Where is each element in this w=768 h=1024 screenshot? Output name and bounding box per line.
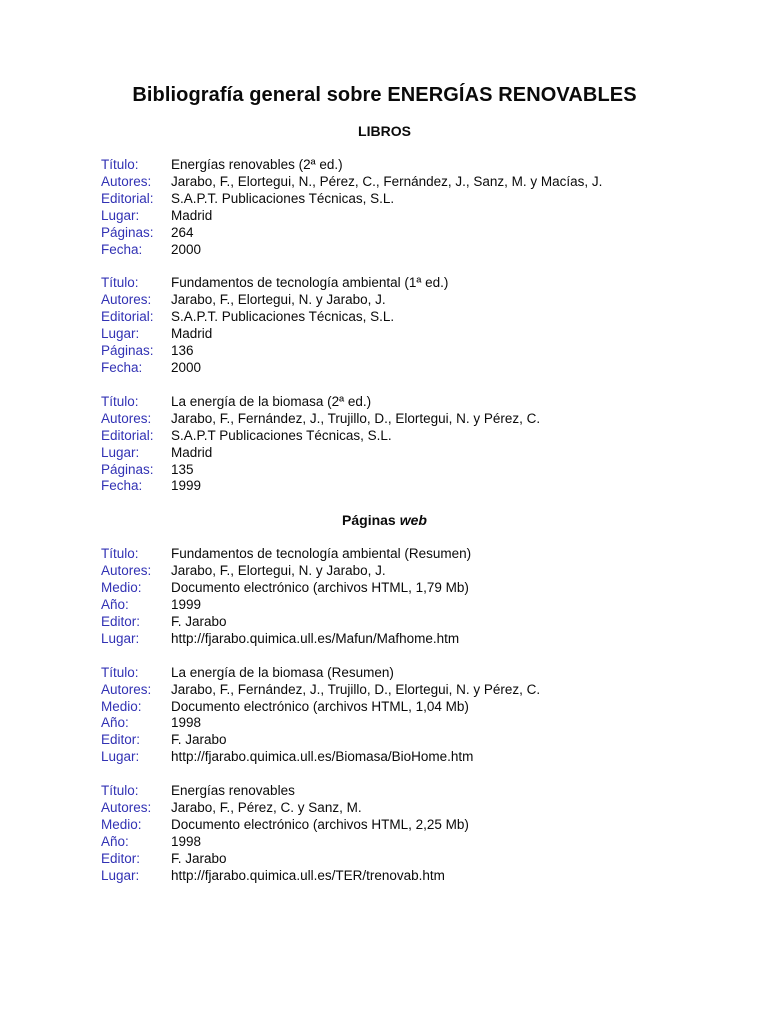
field-label: Autores:	[101, 173, 152, 189]
field-value: 2000	[171, 241, 202, 257]
field-label: Lugar:	[101, 207, 140, 223]
field-value: 1998	[171, 833, 202, 849]
field-value: Energías renovables (2ª ed.)	[171, 157, 343, 172]
field-label: Autores:	[101, 800, 152, 816]
field-label: Medio:	[101, 817, 142, 832]
bibliography-entry	[101, 157, 668, 258]
field-value: Jarabo, F., Pérez, C. y Sanz, M.	[171, 800, 362, 816]
entries-list	[101, 546, 668, 884]
field-label: Año:	[101, 597, 129, 613]
field-value: Jarabo, F., Elortegui, N. y Jarabo, J.	[171, 563, 386, 579]
field-value: S.A.P.T. Publicaciones Técnicas, S.L.	[171, 309, 395, 325]
field-row	[101, 394, 668, 411]
field-label: Editorial:	[101, 190, 154, 206]
field-label: Autores:	[101, 292, 152, 308]
bibliography-entry	[101, 783, 668, 884]
url-link[interactable]: http://fjarabo.quimica.ull.es/Biomasa/BioHome.htm	[171, 749, 474, 765]
field-label: Editor:	[101, 732, 141, 748]
entries-list	[101, 157, 668, 495]
field-value: F. Jarabo	[171, 613, 227, 629]
field-label: Fecha:	[101, 241, 143, 257]
field-value: Documento electrónico (archivos HTML, 1,04 Mb)	[171, 698, 469, 714]
field-value: Documento electrónico (archivos HTML, 1,79 Mb)	[171, 580, 469, 596]
field-value: Fundamentos de tecnología ambiental (Resumen)	[171, 546, 472, 562]
field-value: Madrid	[171, 207, 213, 223]
field-label: Lugar:	[101, 630, 140, 646]
field-row	[101, 208, 668, 225]
section-heading-text: LIBROS	[358, 123, 411, 139]
field-label: Páginas:	[101, 224, 154, 240]
field-value: La energía de la biomasa (2ª ed.)	[171, 393, 372, 409]
field-label: Fecha:	[101, 359, 143, 375]
field-row	[101, 715, 668, 732]
field-value: F. Jarabo	[171, 850, 227, 866]
url-link[interactable]: http://fjarabo.quimica.ull.es/Mafun/Mafhome.htm	[171, 630, 460, 646]
bibliography-entry	[101, 546, 668, 647]
field-row	[101, 682, 668, 699]
field-label: Título:	[101, 157, 139, 172]
field-label: Editor:	[101, 613, 141, 629]
field-value: Fundamentos de tecnología ambiental (1ª ed.)	[171, 275, 449, 291]
field-label: Editorial:	[101, 309, 154, 325]
field-row	[101, 800, 668, 817]
field-label: Título:	[101, 664, 139, 680]
section-heading	[101, 512, 668, 529]
field-label: Lugar:	[101, 749, 140, 765]
document-title: Bibliografía general sobre ENERGÍAS RENOVABLES	[132, 84, 637, 106]
section-heading-italic-text: web	[399, 512, 427, 529]
field-label: Título:	[101, 393, 139, 409]
field-value: F. Jarabo	[171, 732, 227, 748]
field-label: Páginas:	[101, 343, 154, 359]
bibliography-section	[101, 512, 668, 884]
field-row	[101, 343, 668, 360]
field-row	[101, 309, 668, 326]
field-row	[101, 242, 668, 259]
field-label: Editorial:	[101, 427, 154, 443]
field-label: Medio:	[101, 580, 142, 596]
field-value: 135	[171, 461, 194, 477]
field-label: Lugar:	[101, 326, 140, 342]
field-label: Medio:	[101, 698, 142, 714]
field-label: Lugar:	[101, 867, 140, 883]
field-value: Jarabo, F., Fernández, J., Trujillo, D., Elortegui, N. y Pérez, C.	[171, 410, 541, 426]
field-label: Fecha:	[101, 478, 143, 494]
field-label: Autores:	[101, 410, 152, 426]
field-value: 1999	[171, 597, 202, 613]
field-value: Madrid	[171, 326, 213, 342]
field-row	[101, 191, 668, 208]
field-value: Energías renovables	[171, 783, 295, 799]
field-row	[101, 614, 668, 631]
field-row	[101, 478, 668, 495]
field-row	[101, 631, 668, 648]
field-label: Editor:	[101, 850, 141, 866]
field-label: Año:	[101, 833, 129, 849]
field-value: 2000	[171, 359, 202, 375]
field-row	[101, 157, 668, 174]
field-row	[101, 699, 668, 716]
field-row	[101, 428, 668, 445]
field-value: S.A.P.T Publicaciones Técnicas, S.L.	[171, 427, 392, 443]
bibliography-entry	[101, 275, 668, 376]
bibliography-entry	[101, 665, 668, 766]
field-row	[101, 275, 668, 292]
field-row	[101, 851, 668, 868]
field-value: Jarabo, F., Elortegui, N., Pérez, C., Fernández, J., Sanz, M. y Macías, J.	[171, 173, 603, 189]
field-row	[101, 597, 668, 614]
section-heading-text: Páginas	[342, 512, 396, 529]
field-row	[101, 817, 668, 834]
field-row	[101, 749, 668, 766]
field-row	[101, 546, 668, 563]
bibliography-entry	[101, 394, 668, 495]
field-value: Jarabo, F., Fernández, J., Trujillo, D., Elortegui, N. y Pérez, C.	[171, 681, 541, 697]
field-label: Título:	[101, 275, 139, 291]
section-heading	[101, 123, 668, 140]
field-row	[101, 868, 668, 885]
field-label: Año:	[101, 715, 129, 731]
field-value: La energía de la biomasa (Resumen)	[171, 664, 394, 680]
field-label: Título:	[101, 546, 139, 562]
field-label: Lugar:	[101, 444, 140, 460]
url-link[interactable]: http://fjarabo.quimica.ull.es/TER/trenovab.htm	[171, 867, 445, 883]
field-value: Documento electrónico (archivos HTML, 2,25 Mb)	[171, 817, 469, 832]
field-row	[101, 225, 668, 242]
field-label: Título:	[101, 783, 139, 799]
field-label: Autores:	[101, 563, 152, 579]
field-value: 136	[171, 343, 194, 359]
field-row	[101, 445, 668, 462]
field-value: 264	[171, 224, 194, 240]
field-row	[101, 326, 668, 343]
field-value: S.A.P.T. Publicaciones Técnicas, S.L.	[171, 190, 395, 206]
field-row	[101, 563, 668, 580]
field-label: Páginas:	[101, 461, 154, 477]
field-value: 1998	[171, 715, 202, 731]
field-row	[101, 411, 668, 428]
field-row	[101, 292, 668, 309]
field-row	[101, 665, 668, 682]
field-row	[101, 580, 668, 597]
field-value: Jarabo, F., Elortegui, N. y Jarabo, J.	[171, 292, 386, 308]
field-value: 1999	[171, 478, 202, 494]
field-label: Autores:	[101, 681, 152, 697]
field-row	[101, 462, 668, 479]
field-row	[101, 834, 668, 851]
bibliography-section	[101, 123, 668, 495]
field-row	[101, 174, 668, 191]
sections-container	[101, 123, 668, 885]
field-row	[101, 360, 668, 377]
field-row	[101, 732, 668, 749]
field-row	[101, 783, 668, 800]
field-value: Madrid	[171, 444, 213, 460]
